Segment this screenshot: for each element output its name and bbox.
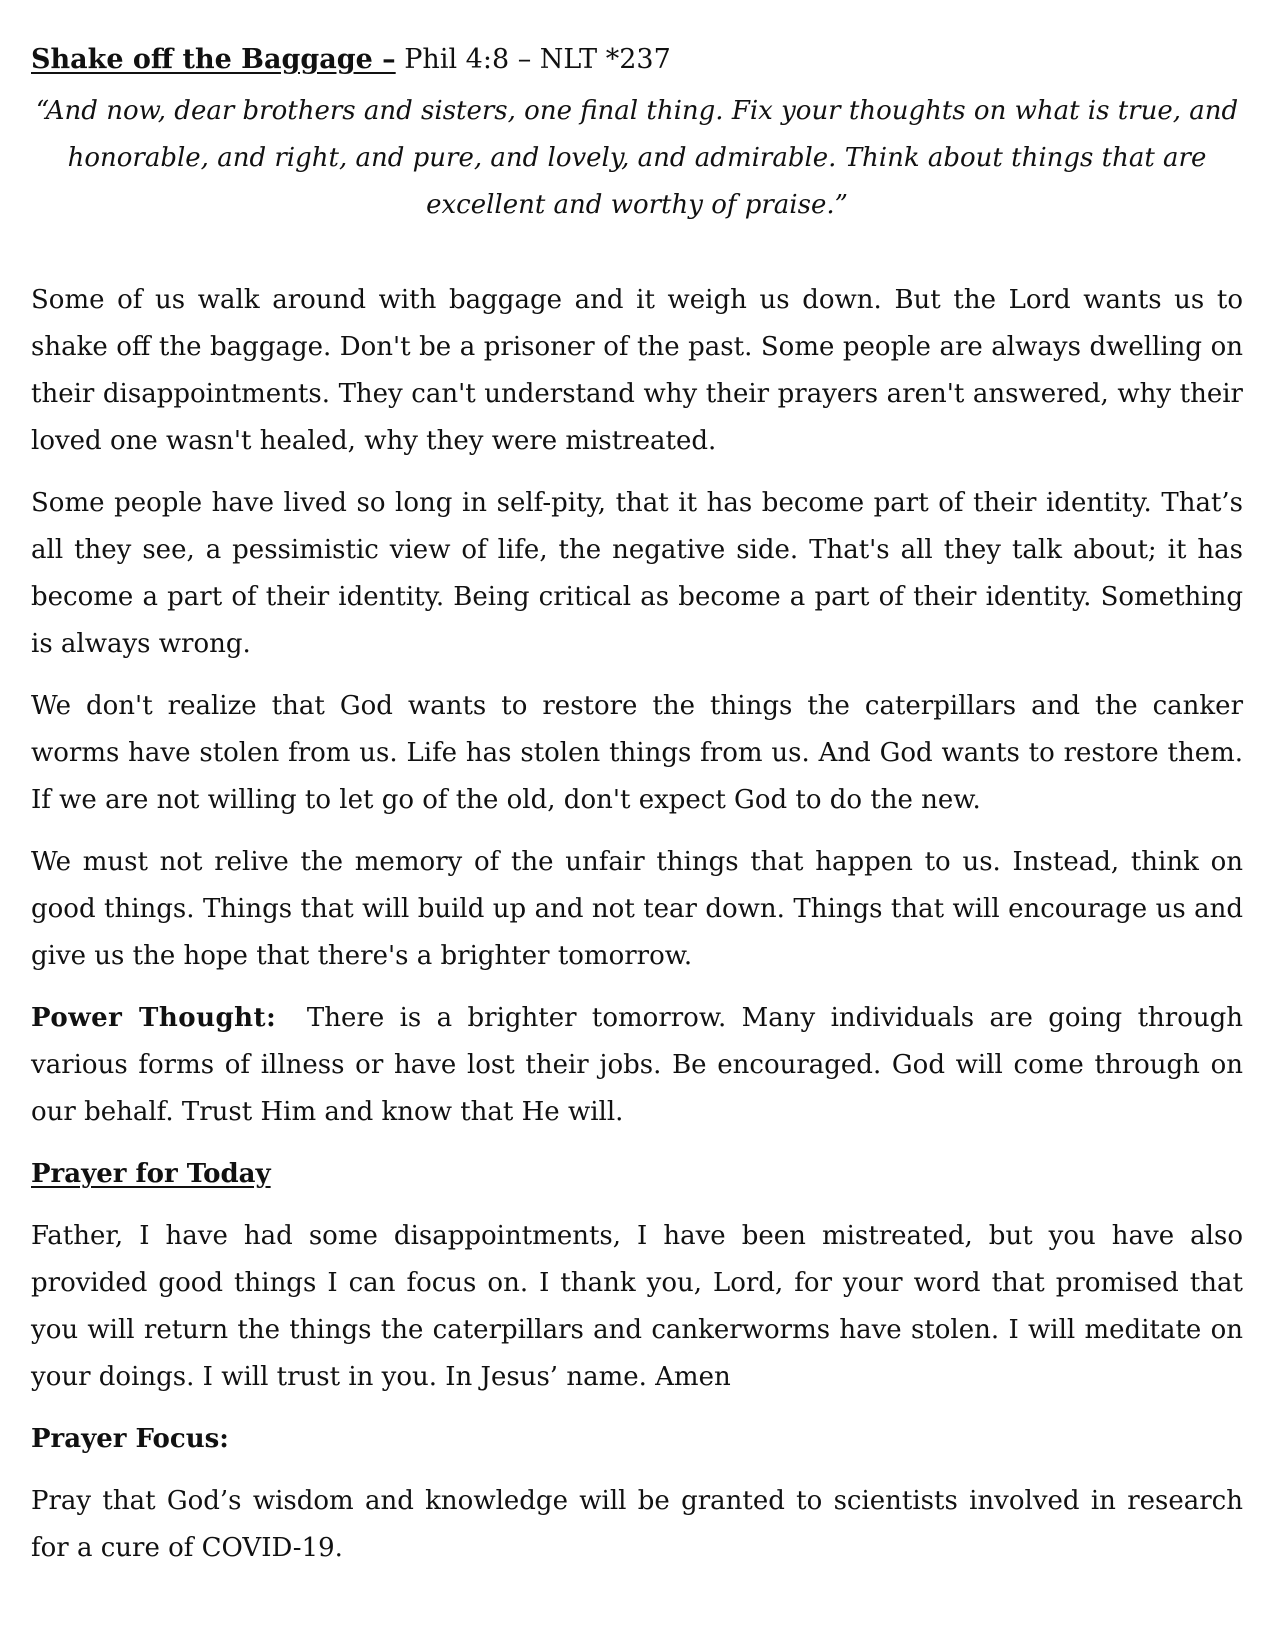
power-thought-paragraph bbox=[31, 995, 1243, 1136]
power-thought-text: There is a brighter tomorrow. Many individuals are going through various forms of illness or have lost their jobs. Be encouraged. God will come through on our behalf. Trust Him and know that He will. bbox=[31, 1003, 1243, 1127]
scripture-reference: Phil 4:8 – NLT *237 bbox=[395, 44, 671, 75]
prayer-focus-text: Pray that God’s wisdom and knowledge will be granted to scientists involved in research for a cure of COVID-19. bbox=[31, 1486, 1243, 1563]
document-page bbox=[31, 38, 1243, 1587]
body-paragraph-4: We must not relive the memory of the unfair things that happen to us. Instead, think on good things. Things that will build up and not tear down. Things that will encourage us and give us the hope that there's a brighter tomorrow. bbox=[31, 847, 1243, 971]
power-thought-label: Power Thought: bbox=[31, 1003, 277, 1033]
body-paragraph-3: We don't realize that God wants to restore the things the caterpillars and the canker worms have stolen from us. Life has stolen things from us. And God wants to restore them. If we are not willing to let go of the old, don't expect God to do the new. bbox=[31, 691, 1243, 815]
body-paragraph-2: Some people have lived so long in self-pity, that it has become part of their identity. That’s all they see, a pessimistic view of life, the negative side. That's all they talk about; it has become a part of their identity. Being critical as become a part of their identity. Something is always wrong. bbox=[31, 488, 1243, 659]
body-paragraph-1: Some of us walk around with baggage and it weigh us down. But the Lord wants us to shake off the baggage. Don't be a prisoner of the past. Some people are always dwelling on their disappointments. They can't understand why their prayers aren't answered, why their loved one wasn't healed, why they were mistreated. bbox=[31, 285, 1243, 456]
title-line bbox=[31, 38, 1243, 82]
prayer-text: Father, I have had some disappointments, I have been mistreated, but you have also provided good things I can focus on. I thank you, Lord, for your word that promised that you will return the things the caterpillars and cankerworms have stolen. I will meditate on your doings. I will trust in you. In Jesus’ name. Amen bbox=[31, 1221, 1243, 1392]
page-title: Shake off the Baggage – bbox=[31, 44, 396, 75]
prayer-focus-heading: Prayer Focus: bbox=[31, 1424, 229, 1454]
scripture-verse: “And now, dear brothers and sisters, one final thing. Fix your thoughts on what is true, and honorable, and right, and pure, and lovely, and admirable. Think about things that are excellent and worthy of praise.” bbox=[35, 96, 1239, 220]
prayer-heading: Prayer for Today bbox=[31, 1159, 271, 1189]
